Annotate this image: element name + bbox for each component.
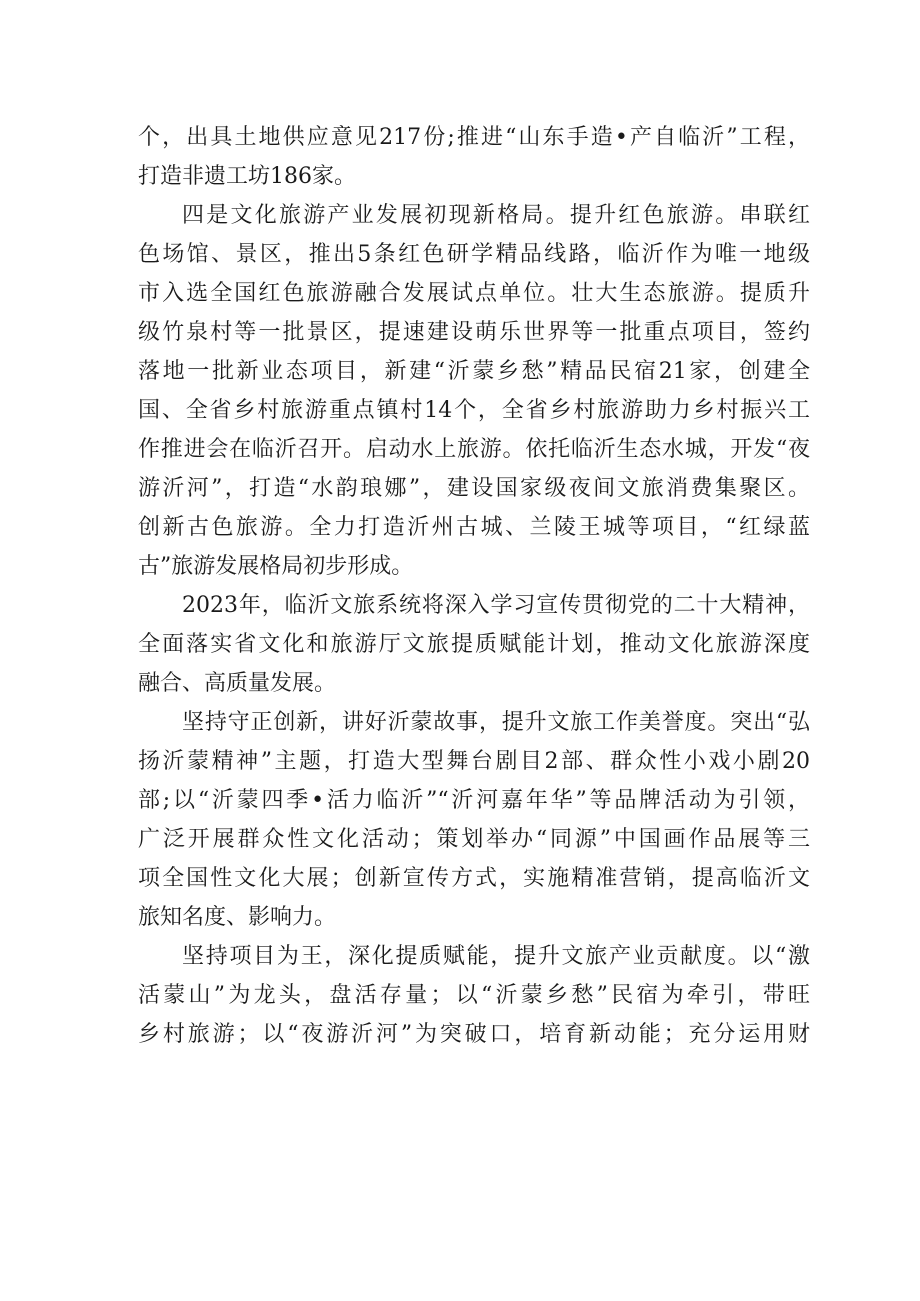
paragraph-start-line: 四是文化旅游产业发展初现新格局。提升红色旅游。串联红	[182, 203, 810, 228]
text-line: 活蒙山”为龙头，盘活存量；以“沂蒙乡愁”民宿为牵引，带旺	[138, 983, 810, 1008]
text-line: 打造非遗工坊186家。	[138, 164, 356, 189]
text-line: 扬沂蒙精神”主题，打造大型舞台剧目2部、群众性小戏小剧20	[138, 749, 810, 774]
text-line: 古”旅游发展格局初步形成。	[138, 554, 414, 579]
text-line: 国、全省乡村旅游重点镇村14个，全省乡村旅游助力乡村振兴工	[138, 398, 810, 423]
text-line: 色场馆、景区，推出5条红色研学精品线路，临沂作为唯一地级	[138, 242, 810, 267]
text-line: 作推进会在临沂召开。启动水上旅游。依托临沂生态水城，开发“夜	[138, 437, 810, 462]
text-line: 融合、高质量发展。	[138, 671, 337, 696]
text-line: 旅知名度、影响力。	[138, 905, 337, 930]
paragraph-start-line: 坚持守正创新，讲好沂蒙故事，提升文旅工作美誉度。突出“弘	[182, 710, 810, 735]
text-line: 游沂河”，打造“水韵琅娜”，建设国家级夜间文旅消费集聚区。	[138, 476, 810, 501]
text-line: 全面落实省文化和旅游厅文旅提质赋能计划，推动文化旅游深度	[138, 632, 810, 657]
text-line: 创新古色旅游。全力打造沂州古城、兰陵王城等项目，“红绿蓝	[138, 515, 810, 540]
text-line: 部;以“沂蒙四季•活力临沂”“沂河嘉年华”等品牌活动为引领，	[138, 788, 810, 813]
text-line: 项全国性文化大展；创新宣传方式，实施精准营销，提高临沂文	[138, 866, 810, 891]
paragraph-start-line: 坚持项目为王，深化提质赋能，提升文旅产业贡献度。以“激	[182, 944, 810, 969]
text-line: 个，出具土地供应意见217份;推进“山东手造•产自临沂”工程，	[138, 125, 810, 150]
body-text	[138, 118, 810, 1054]
text-line: 级竹泉村等一批景区，提速建设萌乐世界等一批重点项目，签约	[138, 320, 810, 345]
paragraph-start-line: 2023年，临沂文旅系统将深入学习宣传贯彻党的二十大精神，	[182, 593, 810, 618]
text-line: 乡村旅游；以“夜游沂河”为突破口，培育新动能；充分运用财	[138, 1022, 810, 1047]
text-line: 广泛开展群众性文化活动；策划举办“同源”中国画作品展等三	[138, 827, 810, 852]
text-line: 市入选全国红色旅游融合发展试点单位。壮大生态旅游。提质升	[138, 281, 810, 306]
text-line: 落地一批新业态项目，新建“沂蒙乡愁”精品民宿21家，创建全	[138, 359, 810, 384]
